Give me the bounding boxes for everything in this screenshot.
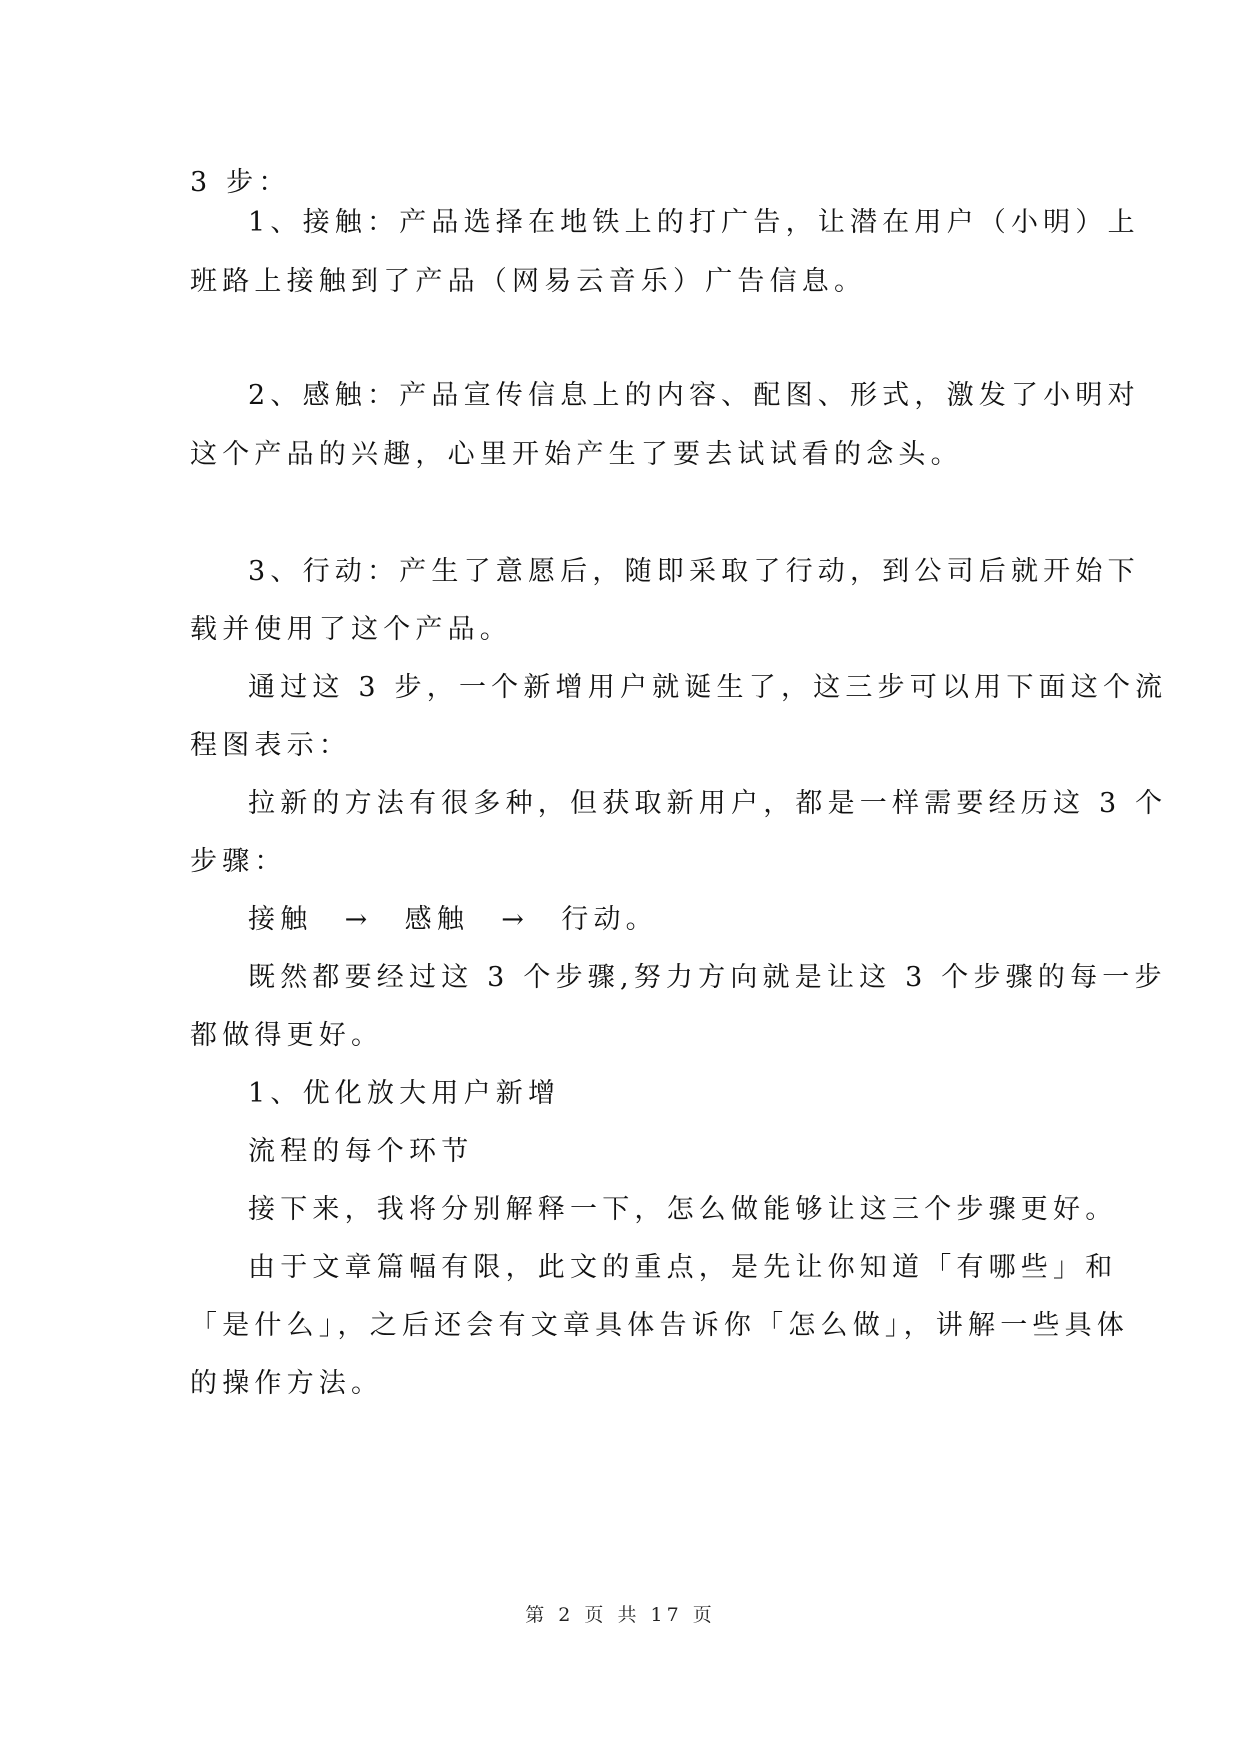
text-line: 这个产品的兴趣，心里开始产生了要去试试看的念头。	[190, 439, 963, 470]
text-line: 程图表示：	[190, 730, 351, 761]
page-number-footer: 第 2 页 共 17 页	[525, 1604, 716, 1626]
text-line: 的操作方法。	[190, 1368, 384, 1399]
text-line: 班路上接触到了产品（网易云音乐）广告信息。	[190, 266, 867, 297]
text-line: 1、优化放大用户新增	[248, 1078, 561, 1109]
text-line: 载并使用了这个产品。	[190, 614, 512, 645]
text-line: 既然都要经过这 3 个步骤,努力方向就是让这 3 个步骤的每一步	[248, 962, 1167, 993]
text-line: 由于文章篇幅有限，此文的重点，是先让你知道「有哪些」和	[248, 1252, 1118, 1283]
text-line: 3 步：	[190, 167, 291, 198]
text-line: 「是什么」，之后还会有文章具体告诉你「怎么做」，讲解一些具体	[190, 1310, 1129, 1341]
text-line: 2、感触：产品宣传信息上的内容、配图、形式，激发了小明对	[248, 380, 1140, 411]
text-line: 步骤：	[190, 846, 287, 877]
text-line: 都做得更好。	[190, 1020, 384, 1051]
text-line: 接触 → 感触 → 行动。	[248, 904, 658, 935]
text-line: 拉新的方法有很多种，但获取新用户，都是一样需要经历这 3 个	[248, 788, 1168, 819]
text-line: 通过这 3 步，一个新增用户就诞生了，这三步可以用下面这个流	[248, 672, 1168, 703]
text-line: 3、行动：产生了意愿后，随即采取了行动，到公司后就开始下	[248, 556, 1140, 587]
text-line: 接下来，我将分别解释一下，怎么做能够让这三个步骤更好。	[248, 1194, 1118, 1225]
text-line: 流程的每个环节	[248, 1136, 474, 1167]
text-line: 1、接触：产品选择在地铁上的打广告，让潜在用户（小明）上	[248, 207, 1140, 238]
